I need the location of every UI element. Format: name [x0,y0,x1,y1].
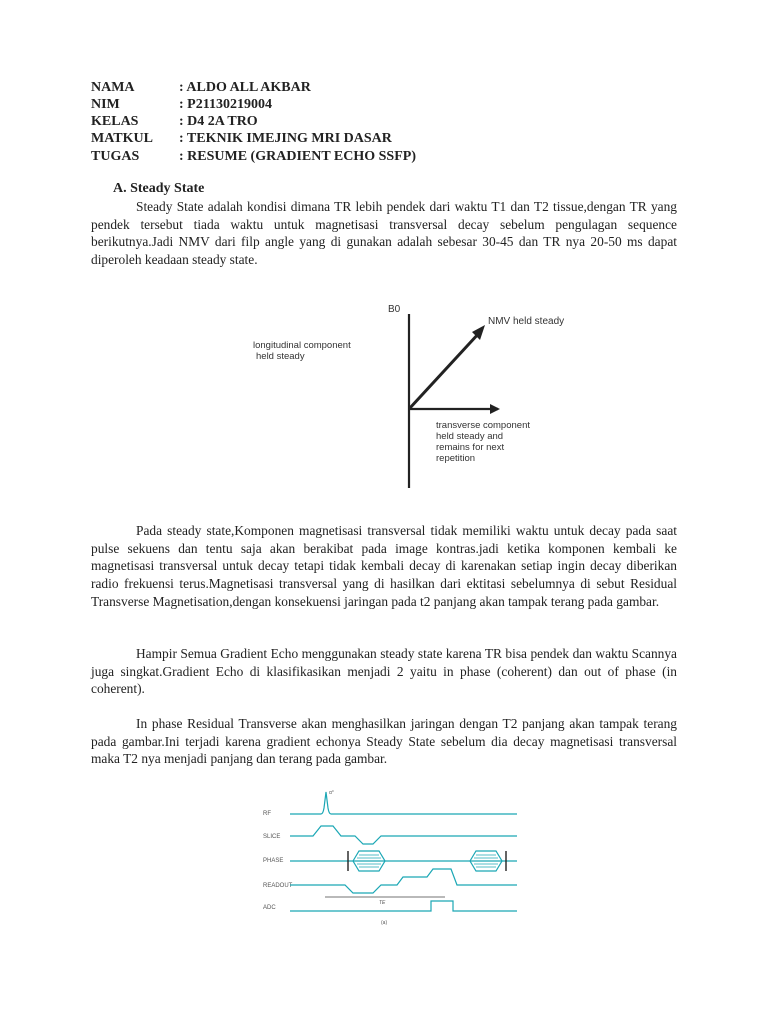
header-value: : RESUME (GRADIENT ECHO SSFP) [179,149,416,164]
header-value: : TEKNIK IMEJING MRI DASAR [179,131,392,146]
paragraph-in-phase [91,715,677,768]
rf-flip-angle: α° [329,790,334,796]
figure-caption: (a) [381,920,388,926]
transverse-label-1: transverse component [436,420,530,431]
header-label: NIM [91,97,120,112]
transverse-label-3: remains for next [436,442,505,453]
longitudinal-label-1: longitudinal component [253,340,351,351]
paragraph-text: Steady State adalah kondisi dimana TR lebih pendek dari waktu T1 dan T2 tissue,dengan TR yang pendek tersebut tiada waktu untuk magnetisasi transversal decay sebelum pengulagan sequence berikutnya.Jadi NMV dari filp angle yang di gunakan adalah sebesar 30-45 dan TR nya 20-50 ms dapat diperoleh keadaan steady state. [91,199,677,268]
header-label: NAMA [91,80,135,95]
paragraph-text: Pada steady state,Komponen magnetisasi transversal tidak memiliki waktu untuk decay pada saat pulse sekuens dan tentu saja akan berakibat pada image kontras.jadi ketika komponen kembali ke magnetisasi transversal untuk decay tetapi tidak kembali decay di karenakan setiap ingin decay diberikan radio frekuensi terus.Magnetisasi transversal yang di hasilkan dari ektitasi sebelumnya di sebut Residual Transverse Magnetisation,dengan konsekuensi jaringan pada t2 panjang akan tampak terang pada gambar. [91,523,677,609]
header-label: MATKUL [91,131,153,146]
transverse-label-4: repetition [436,453,476,464]
te-label: TE [379,900,386,906]
row-label-phase: PHASE [263,858,284,864]
header-value: : P21130219004 [179,97,272,112]
section-title: A. Steady State [113,181,205,196]
row-label-readout: READOUT [263,883,293,889]
longitudinal-label-2: held steady [256,351,305,362]
pulse-sequence-figure [255,788,530,928]
paragraph-text: In phase Residual Transverse akan menghasilkan jaringan dengan T2 panjang akan tampak terang pada gambar.Ini terjadi karena gradient echonya Steady State sebelum dia decay magnetisasi transversal maka T2 nya menjadi panjang dan terang pada gambar. [91,716,677,767]
row-label-slice: SLICE [263,834,281,840]
paragraph-steady-state [91,198,677,269]
paragraph-text: Hampir Semua Gradient Echo menggunakan steady state karena TR bisa pendek dan waktu Scannya juga singkat.Gradient Echo di klasifikasikan menjadi 2 yaitu in phase (coherent) dan out of phase (in coherent). [91,646,677,697]
nmv-label: NMV held steady [488,316,565,327]
row-label-rf: RF [263,811,271,817]
row-label-adc: ADC [263,905,276,911]
header-label: TUGAS [91,149,140,164]
b0-label: B0 [388,304,401,315]
header-value: : ALDO ALL AKBAR [179,80,311,95]
transverse-label-2: held steady and [436,431,504,442]
steady-state-vector-figure [250,292,590,492]
paragraph-transversal [91,522,677,611]
header-value: : D4 2A TRO [179,114,258,129]
paragraph-gradient-echo [91,645,677,698]
header-label: KELAS [91,114,139,129]
